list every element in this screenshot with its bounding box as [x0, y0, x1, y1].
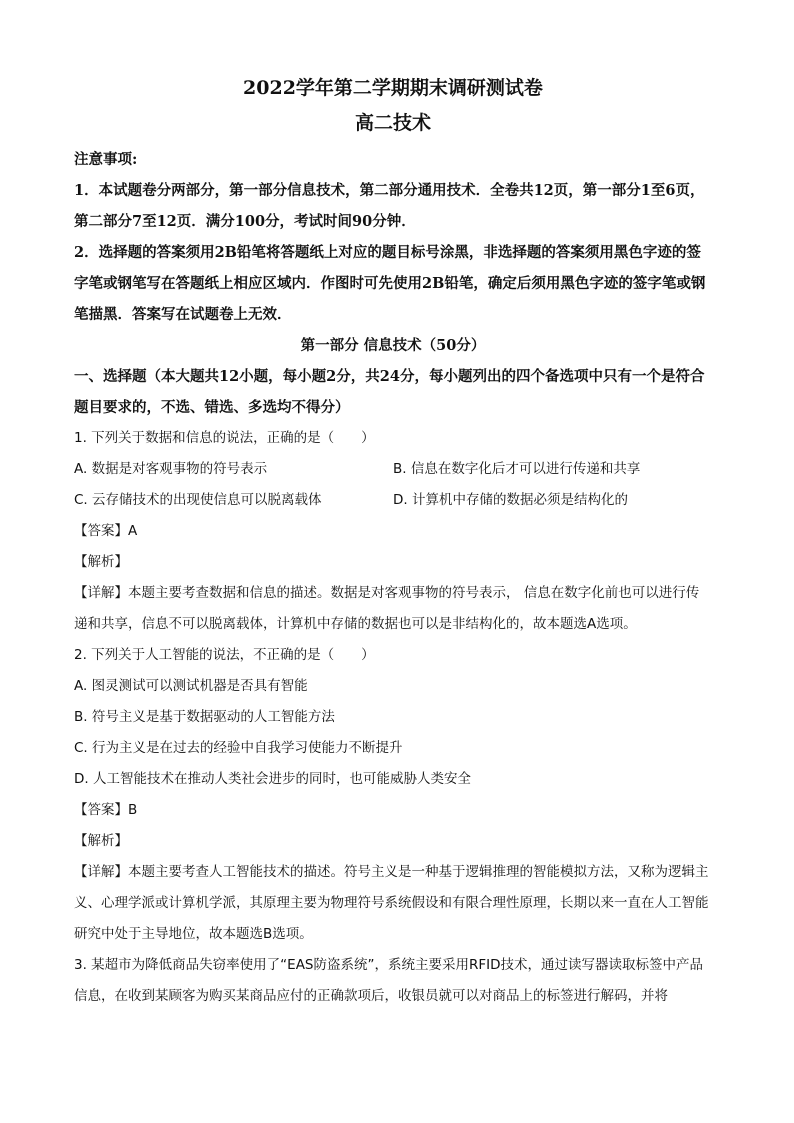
question-1-option-b: B. 信息在数字化后才可以进行传递和共享: [393, 461, 641, 477]
question-1-option-c: C. 云存储技术的出现使信息可以脱离载体: [74, 492, 322, 508]
notes-heading: 注意事项:: [74, 151, 138, 168]
detail-tag: 【详解】: [74, 864, 128, 880]
question-1-option-d: D. 计算机中存储的数据必须是结构化的: [393, 492, 628, 508]
notes-section: [74, 144, 712, 330]
question-2-option-b: B. 符号主义是基于数据驱动的人工智能方法: [74, 709, 335, 725]
notes-item-2: 2．选择题的答案须用2B铅笔将答题纸上对应的题目标号涂黑，非选择题的答案须用黑色字迹的签字笔或钢笔写在答题纸上相应区域内．作图时可先使用2B铅笔，确定后须用黑色字迹的签字笔或钢笔描黑．答案写在试题卷上无效．: [74, 244, 706, 323]
page-title: 2022学年第二学期期末调研测试卷: [243, 77, 543, 99]
question-2-option-a: A. 图灵测试可以测试机器是否具有智能: [74, 678, 308, 694]
question-1: [74, 423, 712, 640]
detail-text: 本题主要考查数据和信息的描述。数据是对客观事物的符号表示， 信息在数字化前也可以进行传递和共享，信息不可以脱离载体，计算机中存储的数据也可以是非结构化的，故本题选A选项。: [74, 585, 700, 632]
question-1-option-a: A. 数据是对客观事物的符号表示: [74, 461, 268, 477]
question-3-stem: 3. 某超市为降低商品失窃率使用了“EAS防盗系统”，系统主要采用RFID技术，通过读写器读取标签中产品信息，在收到某顾客为购买某商品应付的正确款项后，收银员就可以对商品上的标签进行解码，并将: [74, 957, 704, 1004]
answer-value: B: [128, 802, 138, 818]
question-1-analysis-tag: 【解析】: [74, 554, 128, 570]
question-2-analysis-tag: 【解析】: [74, 833, 128, 849]
question-2: [74, 640, 712, 950]
section-heading: 一、选择题（本大题共12小题，每小题2分，共24分，每小题列出的四个备选项中只有一个是符合题目要求的，不选、错选、多选均不得分）: [74, 368, 705, 416]
question-2-answer: [74, 795, 712, 826]
question-1-detail: [74, 578, 712, 640]
question-1-stem: 1. 下列关于数据和信息的说法，正确的是（ ）: [74, 430, 375, 446]
answer-value: A: [128, 523, 138, 539]
answer-tag: 【答案】: [74, 523, 128, 539]
question-1-options-row-1: [74, 454, 712, 485]
answer-tag: 【答案】: [74, 802, 128, 818]
detail-tag: 【详解】: [74, 585, 128, 601]
question-3: [74, 950, 712, 1012]
part-one-heading: 第一部分 信息技术（50分）: [300, 337, 486, 354]
question-2-detail: [74, 857, 712, 950]
question-1-options-row-2: [74, 485, 712, 516]
question-1-answer: [74, 516, 712, 547]
notes-item-1: 1．本试题卷分两部分，第一部分信息技术，第二部分通用技术．全卷共12页，第一部分1至6页，第二部分7至12页．满分100分，考试时间90分钟．: [74, 182, 705, 230]
question-2-option-c: C. 行为主义是在过去的经验中自我学习使能力不断提升: [74, 740, 403, 756]
question-2-stem: 2. 下列关于人工智能的说法，不正确的是（ ）: [74, 647, 375, 663]
page-subtitle: 高二技术: [354, 112, 431, 134]
detail-text: 本题主要考查人工智能技术的描述。符号主义是一种基于逻辑推理的智能模拟方法，又称为逻辑主义、心理学派或计算机学派，其原理主要为物理符号系统假设和有限合理性原理，长期以来一直在人工智能研究中处于主导地位，故本题选B选项。: [74, 864, 709, 942]
question-2-option-d: D. 人工智能技术在推动人类社会进步的同时，也可能威胁人类安全: [74, 771, 471, 787]
